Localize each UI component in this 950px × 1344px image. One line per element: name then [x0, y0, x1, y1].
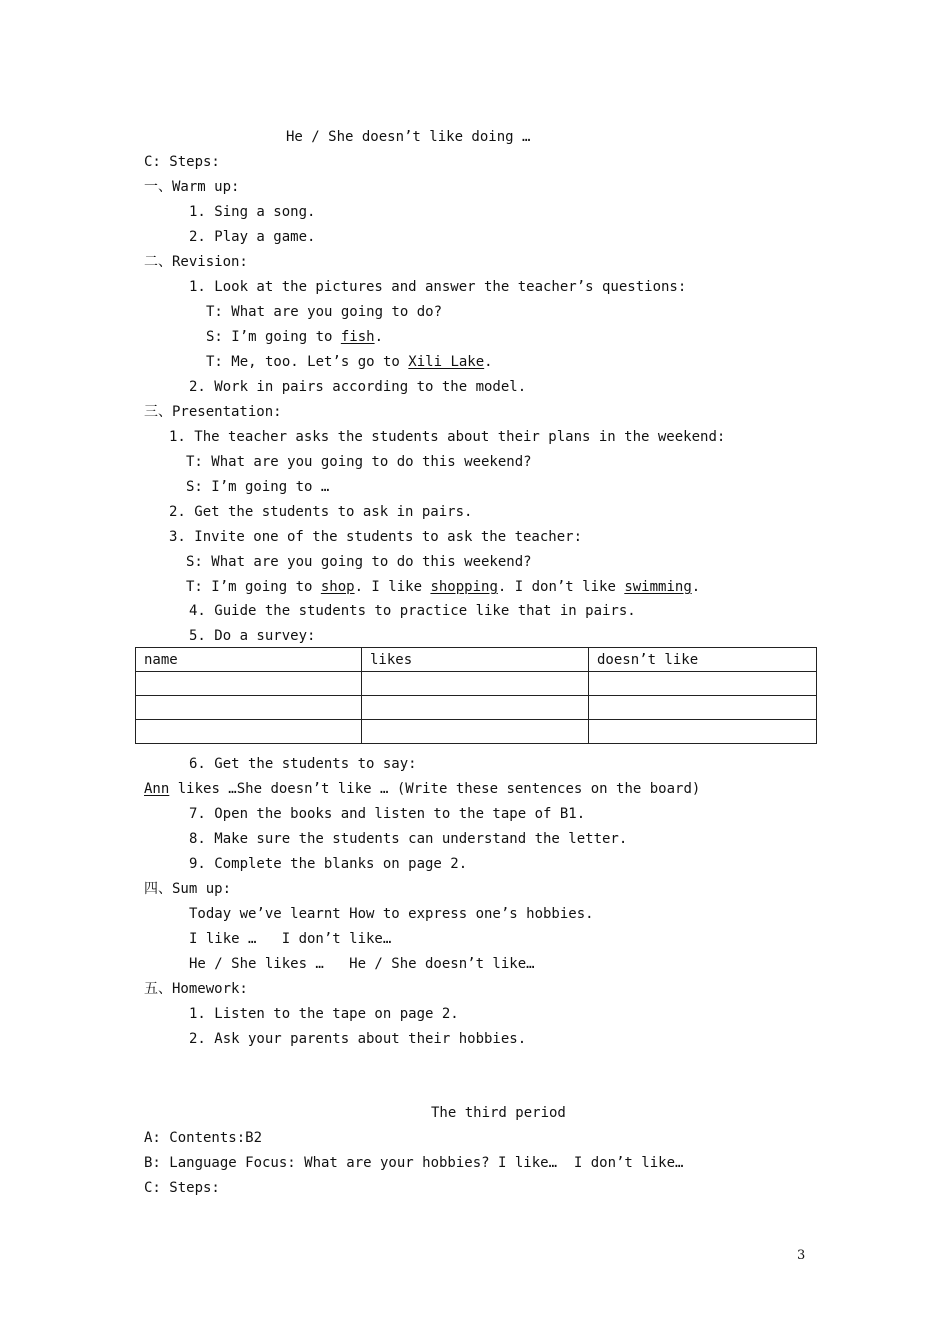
- table-cell: [136, 720, 362, 744]
- dialogue-line: [186, 578, 700, 596]
- page-number: 3: [797, 1248, 806, 1263]
- text-segment: likes …She doesn’t like … (Write these sentences on the board): [169, 781, 701, 797]
- survey-table: [135, 647, 817, 744]
- list-item: 2. Ask your parents about their hobbies.: [189, 1031, 527, 1047]
- list-item: 5. Do a survey:: [189, 628, 316, 644]
- text-line: B: Language Focus: What are your hobbies? I like… I don’t like…: [144, 1155, 684, 1171]
- text-line: I like … I don’t like…: [189, 931, 392, 947]
- text-line: [144, 780, 700, 798]
- text-segment: T: Me, too. Let’s go to: [206, 354, 409, 370]
- dialogue-line: S: I’m going to …: [186, 479, 330, 495]
- list-item: 2. Work in pairs according to the model.: [189, 379, 527, 395]
- dialogue-line: S: What are you going to do this weekend?: [186, 554, 532, 570]
- text-segment: . I don’t like: [497, 579, 625, 595]
- underlined-word: Xili Lake: [408, 354, 485, 370]
- table-cell: [362, 672, 589, 696]
- text-segment: . I like: [354, 579, 431, 595]
- period-title: The third period: [431, 1105, 566, 1121]
- table-cell: [589, 672, 817, 696]
- underlined-word: swimming: [624, 579, 692, 595]
- text-line: He / She doesn’t like doing …: [286, 129, 531, 145]
- table-cell: [136, 672, 362, 696]
- section-heading: C: Steps:: [144, 1180, 220, 1196]
- table-cell: [362, 696, 589, 720]
- section-heading: 二、Revision:: [144, 254, 248, 270]
- text-line: Today we’ve learnt How to express one’s hobbies.: [189, 906, 594, 922]
- list-item: 9. Complete the blanks on page 2.: [189, 856, 468, 872]
- table-header-cell: name: [136, 648, 362, 672]
- table-header-cell: doesn’t like: [589, 648, 817, 672]
- table-cell: [589, 720, 817, 744]
- text-segment: S: I’m going to: [206, 329, 341, 345]
- table-header-row: [136, 648, 817, 672]
- table-header-cell: likes: [362, 648, 589, 672]
- table-cell: [136, 696, 362, 720]
- list-item: 1. The teacher asks the students about their plans in the weekend:: [169, 429, 726, 445]
- list-item: 2. Play a game.: [189, 229, 316, 245]
- list-item: 1. Listen to the tape on page 2.: [189, 1006, 459, 1022]
- list-item: 3. Invite one of the students to ask the teacher:: [169, 529, 583, 545]
- text-line: He / She likes … He / She doesn’t like…: [189, 956, 535, 972]
- list-item: 4. Guide the students to practice like that in pairs.: [189, 603, 636, 619]
- dialogue-line: T: What are you going to do this weekend?: [186, 454, 532, 470]
- table-row: [136, 696, 817, 720]
- table-cell: [362, 720, 589, 744]
- list-item: 1. Sing a song.: [189, 204, 316, 220]
- text-segment: .: [484, 354, 493, 370]
- section-heading: C: Steps:: [144, 154, 220, 170]
- list-item: 1. Look at the pictures and answer the teacher’s questions:: [189, 279, 687, 295]
- list-item: 8. Make sure the students can understand the letter.: [189, 831, 628, 847]
- text-line: A: Contents:B2: [144, 1130, 263, 1146]
- underlined-word: Ann: [144, 781, 170, 797]
- table-cell: [589, 696, 817, 720]
- section-heading: 四、Sum up:: [144, 881, 232, 897]
- dialogue-line: [206, 328, 383, 346]
- list-item: 6. Get the students to say:: [189, 756, 417, 772]
- section-heading: 一、Warm up:: [144, 179, 240, 195]
- dialogue-line: T: What are you going to do?: [206, 304, 443, 320]
- table-row: [136, 672, 817, 696]
- underlined-word: shop: [320, 579, 355, 595]
- table-row: [136, 720, 817, 744]
- section-heading: 三、Presentation:: [144, 404, 282, 420]
- list-item: 7. Open the books and listen to the tape of B1.: [189, 806, 586, 822]
- underlined-word: fish: [340, 329, 375, 345]
- text-segment: T: I’m going to: [186, 579, 321, 595]
- text-segment: .: [374, 329, 384, 345]
- text-segment: .: [691, 579, 701, 595]
- list-item: 2. Get the students to ask in pairs.: [169, 504, 473, 520]
- underlined-word: shopping: [430, 579, 498, 595]
- dialogue-line: [206, 353, 493, 371]
- section-heading: 五、Homework:: [144, 981, 248, 997]
